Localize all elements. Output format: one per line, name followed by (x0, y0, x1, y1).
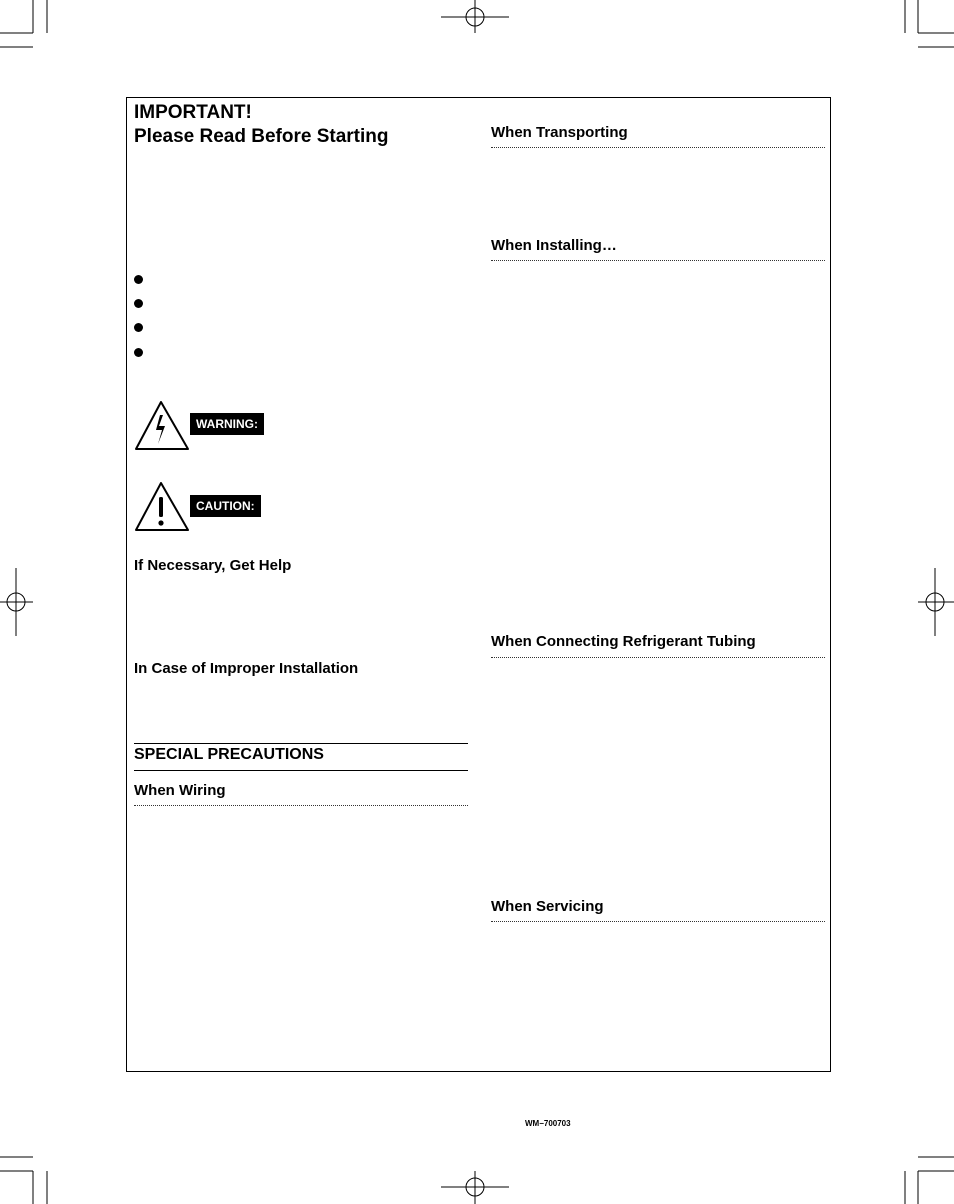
special-precautions-bottom-rule (134, 770, 468, 771)
read-before-starting-title: Please Read Before Starting (134, 126, 389, 147)
when-transporting-heading: When Transporting (491, 124, 628, 141)
when-servicing-rule (491, 921, 825, 922)
document-number: WM−700703 (525, 1119, 571, 1128)
improper-installation-heading: In Case of Improper Installation (134, 660, 359, 677)
when-wiring-heading: When Wiring (134, 782, 226, 799)
electrical-hazard-icon (134, 400, 192, 452)
special-precautions-top-rule (134, 743, 468, 744)
when-wiring-rule (134, 805, 468, 806)
refrigerant-tubing-heading: When Connecting Refrigerant Tubing (491, 633, 756, 650)
exclamation-warning-icon (134, 481, 192, 533)
when-transporting-rule (491, 147, 825, 148)
when-installing-heading: When Installing… (491, 237, 617, 254)
bullet-3 (134, 323, 143, 332)
bullet-1 (134, 275, 143, 284)
content-frame (126, 97, 831, 1072)
important-title: IMPORTANT! (134, 102, 252, 123)
refrigerant-tubing-rule (491, 657, 825, 658)
caution-label: CAUTION: (190, 495, 261, 517)
special-precautions-heading: SPECIAL PRECAUTIONS (134, 746, 324, 763)
bullet-2 (134, 299, 143, 308)
warning-label: WARNING: (190, 413, 264, 435)
get-help-heading: If Necessary, Get Help (134, 557, 292, 574)
when-installing-rule (491, 260, 825, 261)
when-servicing-heading: When Servicing (491, 898, 604, 915)
bullet-4 (134, 348, 143, 357)
